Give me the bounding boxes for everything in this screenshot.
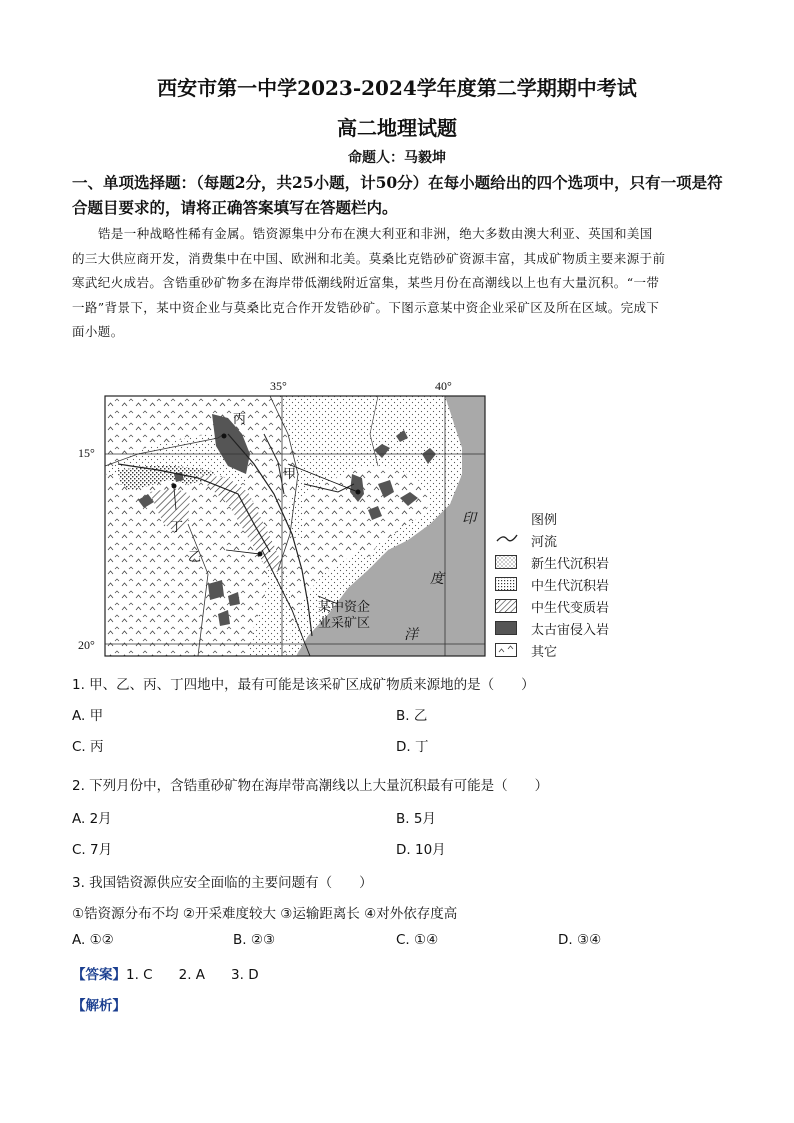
exam-subtitle: 高二地理试题 [337, 116, 457, 140]
mine-label-line: 某中资企 [318, 599, 371, 614]
answer-line [72, 963, 259, 983]
section-heading: 一、单项选择题：（每题2分，共25小题，计50分）在每小题给出的四个选项中，只有一项是符合题目要求的，请将正确答案填写在答题栏内。 [72, 173, 723, 217]
archean-intrusive-swatch [495, 621, 517, 635]
analysis-line [72, 994, 126, 1014]
legend-title: 图例 [531, 513, 558, 528]
lon-label-40: 40° [435, 379, 452, 393]
analysis-label: 【解析】 [72, 998, 126, 1014]
question-2-option-c[interactable]: C. 7月 [72, 842, 113, 858]
legend-mesozoic-sediment: 中生代沉积岩 [495, 575, 635, 593]
exam-title: 西安市第一中学2023-2024学年度第二学期期中考试 [157, 76, 637, 100]
lon-label-35: 35° [270, 379, 287, 393]
other-swatch [495, 643, 517, 657]
question-2-option-d[interactable]: D. 10月 [396, 842, 446, 858]
point-bing [222, 434, 227, 439]
reading-passage [72, 222, 726, 345]
lat-label-20: 20° [78, 638, 95, 652]
ocean-char-3: 洋 [404, 627, 418, 643]
place-jia: 甲 [283, 467, 297, 482]
question-3-option-a[interactable]: A. ①② [72, 932, 114, 948]
legend-other: 其它 [495, 641, 635, 659]
geology-map [78, 374, 498, 664]
place-yi: 乙 [188, 550, 202, 565]
legend-river: 河流 [495, 531, 635, 549]
question-3-statements: ①锆资源分布不均 ②开采难度较大 ③运输距离长 ④对外依存度高 [72, 906, 458, 922]
passage-line: 面小题。 [72, 324, 124, 339]
mesozoic-sediment-swatch [495, 577, 517, 591]
legend-archean-intrusive: 太古宙侵入岩 [495, 619, 635, 637]
question-1-option-b[interactable]: B. 乙 [396, 708, 428, 724]
answer-item: 1. C [126, 967, 153, 983]
passage-line: 的三大供应商开发，消费集中在中国、欧洲和北美。莫桑比克锆砂矿资源丰富，其成矿物质主要来源于前 [72, 250, 666, 266]
mine-label [318, 599, 370, 631]
lat-label-15: 15° [78, 446, 95, 460]
question-1-option-d[interactable]: D. 丁 [396, 739, 429, 755]
question-3-stem: 3. 我国锆资源供应安全面临的主要问题有（ ） [72, 875, 373, 891]
answer-item: 2. A [178, 967, 206, 983]
passage-line: 寒武纪火成岩。含锆重砂矿物多在海岸带低潮线附近富集，某些月份在高潮线以上也有大量沉积。“一带 [72, 275, 660, 290]
place-ding: 丁 [170, 520, 184, 535]
place-bing: 丙 [233, 412, 247, 427]
point-ding [172, 484, 177, 489]
question-1-option-a[interactable]: A. 甲 [72, 708, 104, 724]
question-3-option-d[interactable]: D. ③④ [558, 932, 602, 948]
river-icon [495, 531, 519, 547]
cenozoic-sediment-swatch [495, 555, 517, 569]
question-3-option-c[interactable]: C. ①④ [396, 932, 439, 948]
answer-item: 3. D [231, 967, 259, 983]
answer-label: 【答案】 [72, 967, 126, 983]
question-1-stem: 1. 甲、乙、丙、丁四地中，最有可能是该采矿区成矿物质来源地的是（ ） [72, 677, 535, 693]
question-3-option-b[interactable]: B. ②③ [233, 932, 276, 948]
mine-label-line: 业采矿区 [318, 615, 371, 630]
ocean-char-1: 印 [462, 511, 476, 527]
question-2-stem: 2. 下列月份中，含锆重砂矿物在海岸带高潮线以上大量沉积最有可能是（ ） [72, 778, 549, 794]
ocean-char-2: 度 [430, 571, 444, 587]
passage-line: 一路”背景下，某中资企业与莫桑比克合作开发锆砂矿。下图示意某中资企业采矿区及所在区域。完成下 [72, 299, 660, 315]
passage-line: 锆是一种战略性稀有金属。锆资源集中分布在澳大利亚和非洲，绝大多数由澳大利亚、英国和美国 [98, 226, 653, 241]
legend-mesozoic-metamorphic: 中生代变质岩 [495, 597, 635, 615]
question-2-option-b[interactable]: B. 5月 [396, 811, 436, 827]
legend-cenozoic-sediment: 新生代沉积岩 [495, 553, 635, 571]
question-1-option-c[interactable]: C. 丙 [72, 739, 104, 755]
exam-author: 命题人：马毅坤 [348, 150, 446, 166]
mesozoic-metamorphic-swatch [495, 599, 517, 613]
question-2-option-a[interactable]: A. 2月 [72, 811, 112, 827]
